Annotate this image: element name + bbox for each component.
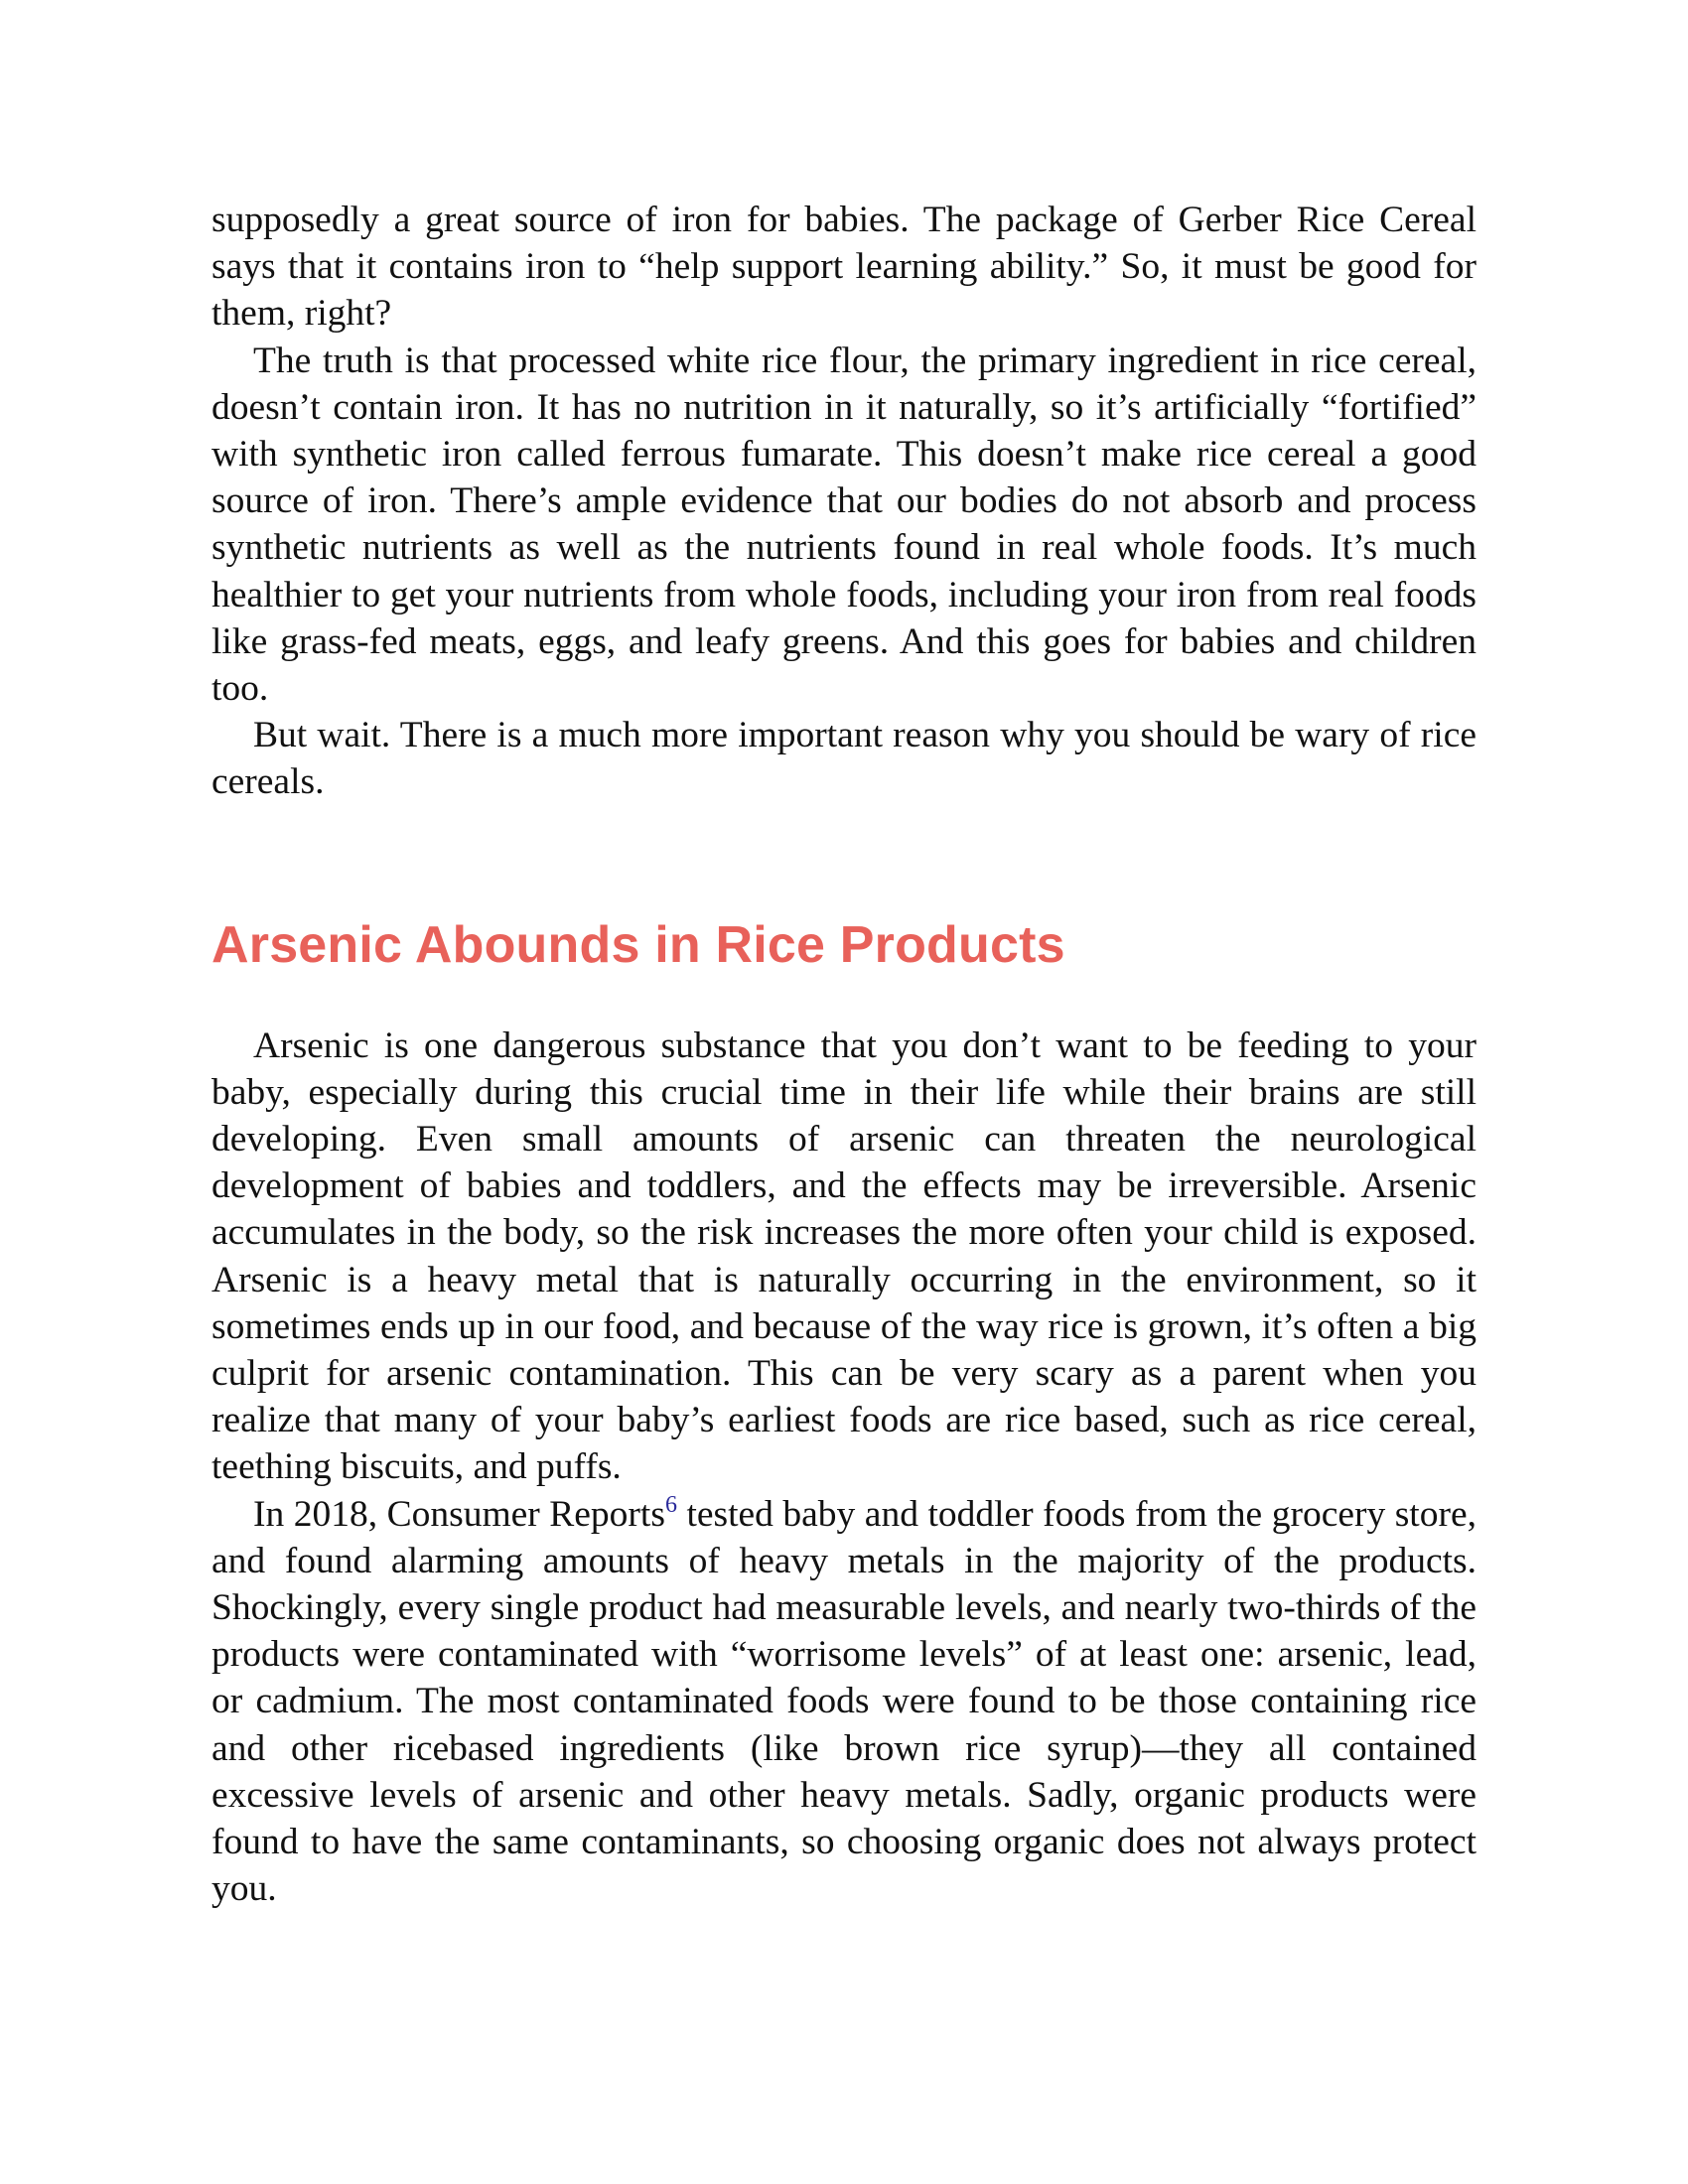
paragraph-but-wait: But wait. There is a much more important reason why you should be wary of rice cereals.: [211, 715, 1477, 803]
page-body: [211, 197, 1477, 1913]
consumer-reports-text-start: In 2018, Consumer Reports: [253, 1493, 665, 1535]
paragraph-consumer-reports: [211, 1491, 1477, 1913]
footnote-reference-link[interactable]: 6: [664, 1491, 677, 1518]
paragraph-processed-rice-flour: The truth is that processed white rice flour, the primary ingredient in rice cereal, doesn’t contain iron. It has no nutrition in it naturally, so it’s artificially “fortified” with synthetic iron called ferrous fumarate. This doesn’t make rice cereal a good source of iron. There’s ample evidence that our bodies do not absorb and process synthetic nutrients as well as the nutrients found in real whole foods. It’s much healthier to get your nutrients from whole foods, including your iron from real foods like grass-fed meats, eggs, and leafy greens. And this goes for babies and children too.: [211, 340, 1477, 710]
paragraph-iron-source: supposedly a great source of iron for babies. The package of Gerber Rice Cereal says that it contains iron to “help support learning ability.” So, it must be good for them, right?: [211, 200, 1477, 335]
section-heading: Arsenic Abounds in Rice Products: [211, 915, 1065, 974]
paragraph-arsenic-danger: Arsenic is one dangerous substance that you don’t want to be feeding to your baby, especially during this crucial time in their life while their brains are still developing. Even small amounts of arsenic can threaten the neurological development of babies and toddlers, and the effects may be irreversible. Arsenic accumulates in the body, so the risk increases the more often your child is exposed. Arsenic is a heavy metal that is naturally occurring in the environment, so it sometimes ends up in our food, and because of the way rice is grown, it’s often a big culprit for arsenic contamination. This can be very scary as a parent when you realize that many of your baby’s earliest foods are rice based, such as rice cereal, teething biscuits, and puffs.: [211, 1024, 1477, 1488]
consumer-reports-text-rest: tested baby and toddler foods from the grocery store, and found alarming amounts of heavy metals in the majority of the products. Shockingly, every single product had measurable levels, and nearly two-thirds of the products were contaminated with “worrisome levels” of at least one: arsenic, lead, or cadmium. The most contaminated foods were found to be those containing rice and other ricebased ingredients (like brown rice syrup)—they all contained excessive levels of arsenic and other heavy metals. Sadly, organic products were found to have the same contaminants, so choosing organic does not always protect you.: [211, 1493, 1477, 1910]
